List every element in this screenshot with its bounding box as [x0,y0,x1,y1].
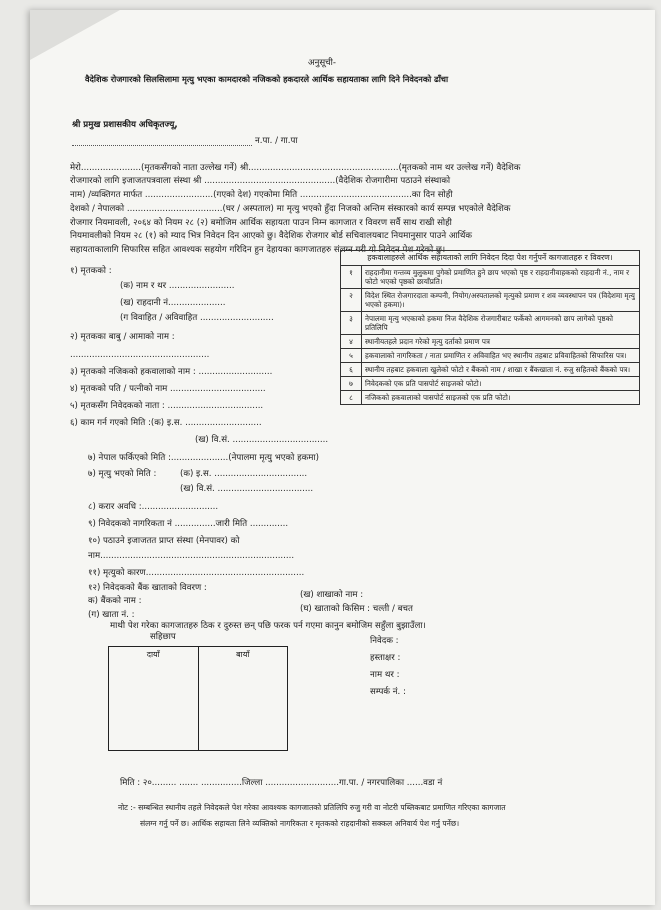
field-death-cause: ११) मृत्युको कारण.......................................................... [88,568,305,578]
document-page [30,10,655,905]
field-agency-name: नाम....................................................................... [88,551,295,561]
intro-line: नियमावलीको नियम २८ (१) को म्याद भित्र निवेदन दिन आएको छु। वैदेशिक रोजगार बोर्ड सचिवालयबाट नियमानुसार पाउने आर्थिक [70,231,472,241]
row-text: नेपालमा मृत्यु भएकाको हकमा निज वैदेशिक रोजगारीबाट फर्केको आगमनको छाप लागेको पृष्ठको प्रतिलिपि [362,312,640,335]
field-account-no: (ग) खाता नं. : [88,610,135,620]
field-passport-no: (ख) राहदानी नं..................... [120,298,226,308]
documents-table [340,250,640,405]
row-text: विदेश स्थित रोजगारदाता कम्पनी, नियोग/अस्पतालको मृत्युको प्रमाण र शव व्यवस्थापन पत्र (विदेशमा मृत्यु भएको हकमा)। [362,289,640,312]
note-line-2: संलग्न गर्नु पर्ने छ। आर्थिक सहायता लिने व्यक्तिको नागरिकता र मृतकको राहदानीको सक्कल अनिवार्य पेश गर्नु पर्नेछ। [140,819,460,828]
field-bank-name: क) बैंकको नाम : [88,596,142,606]
table-row [341,266,640,289]
thumbprint-box [108,646,288,751]
field-agency: १०) पठाउने इजाजतत प्राप्त संस्था (मेनपावर) को [88,536,240,546]
applicant-contact: सम्पर्क नं. : [370,687,406,697]
table-row [341,349,640,363]
table-row [341,377,640,391]
row-number: ५ [341,349,362,363]
thumbprint-right: दायाँ [109,647,199,751]
row-number: २ [341,289,362,312]
applicant-heading: निवेदक : [370,636,399,646]
table-row [341,391,640,405]
row-text: स्थानीय तहबाट हकवाला खुलेको फोटो र बैंकको नाम / शाखा र बैंकखाता नं. रुजु सहितको बैंकको पत्र। [362,363,640,377]
row-text: नजिकको हकवालाको पासपोर्ट साइजको एक प्रति फोटो। [362,391,640,405]
field-relation: ५) मृतकसँग निवेदकको नाता : ................................... [70,401,264,411]
row-number: ७ [341,377,362,391]
row-number: ४ [341,335,362,349]
field-return-date: ७) नेपाल फर्किएको मिति :.....................(नेपालमा मृत्यु भएको हकमा) [88,453,319,463]
intro-line: रोजगारको लागि इजाजतपत्रवाला संस्था श्री ................................................(वैदेशिक रोजगारीमा पठाउने संस्थाको [70,176,451,186]
field-heir-name: ३) मृतकको नजिकको हकवालाको नाम : ........................... [70,367,273,377]
row-number: ३ [341,312,362,335]
row-text: स्थानीयतहले प्रदान गरेको मृत्यु दर्ताको प्रमाण पत्र [362,335,640,349]
field-contract-period: ८) करार अवधि :............................ [88,502,219,512]
field-parents-name: २) मृतकका बाबु / आमाको नाम : [70,332,175,342]
row-text: हकवालाको नागरिकता / नाता प्रमाणित र अविवाहित भए स्थानीय तहबाट प्रविवाहितको सिफारिस पत्र। [362,349,640,363]
table-row [341,312,640,335]
thumbprint-heading: सहिछाप [150,632,176,642]
row-number: १ [341,266,362,289]
field-deceased: १) मृतकको : [70,266,112,276]
field-branch-name: (ख) शाखाको नाम : [300,590,364,600]
addressee: श्री प्रमुख प्रशासकीय अधिकृतज्यू, [72,120,178,130]
field-citizenship: ९) निवेदकको नागरिकता नं ...............जारी मिति .............. [88,519,289,529]
applicant-name: नाम थर : [370,670,400,680]
declaration: माथी पेश गरेका कागजातहरु ठिक र दुरुस्त छन् पछि फरक पर्न गएमा कानुन बमोजिम सहुँला बुझाउँला। [110,621,426,631]
field-deceased-name: (क) नाम र थर ........................ [120,281,235,291]
table-row [341,363,640,377]
office-blank [72,145,252,146]
field-death-bs: (ख) वि.सं. ................................... [180,484,314,494]
field-departure-date: ६) काम गर्न गएको मिति :(क) इ.स. ............................ [70,418,262,428]
field-parents-blank: ................................................... [70,350,210,360]
table-row [341,289,640,312]
field-marital-status: (ग विवाहित / अविवाहित ........................... [120,313,274,323]
field-death-ad: (क) इ.स. .................................. [180,469,308,479]
row-text: राहदानीमा गन्तव्य मुलुकमा पुगेको प्रमाणित हुने छाप भएको पृष्ठ र राहदानीवाहकको राहदानी नं., नाम र फोटो भएको पृष्ठको छायाँप्रति। [362,266,640,289]
table-row [341,335,640,349]
schedule-label: अनुसूची- [308,58,336,68]
intro-line: मेरो......................(मृतकसँगको नाता उल्लेख गर्ने) श्री.......................................................(मृतकको नाम थर उल्लेख गर्ने) वैदेशिक [70,163,521,173]
field-departure-bs: (ख) वि.सं. ................................... [195,435,329,445]
field-bank-details: १२) निवेदकको बैंक खाताको विवरण : [88,583,207,593]
field-spouse-name: ४) मृतकको पति / पत्नीको नाम ................................... [70,384,266,394]
intro-line: रोजगार नियमावली, २०६४ को नियम २८ (२) बमोजिम आर्थिक सहायता पाउन निम्न कागजात र विवरण सर्वै साथ राखी सोही [70,218,452,228]
date-location-line: मिति : २०......... ....... ...............जिल्ला ...........................गा.पा. / नगरपालिका ......वडा नं [120,778,443,788]
note-line-1: नोट :- सम्बन्धित स्थानीय तहले निवेदकले पेश गरेका आवश्यक कागजातको प्रतिलिपि रुजु गरी वा नोटरी पब्लिकबाट प्रमाणित गरिएका कागजात [118,803,506,812]
row-number: ६ [341,363,362,377]
office-type: न.पा. / गा.पा [255,136,298,146]
intro-line: सहायताकालागि सिफारिस सहित आवश्यक सहयोग गरिदिन हुन देहायका कागजातहरु संलग्न गरी यो निवेदन पेश गरेको छु। [70,245,446,255]
documents-table-heading: हकवालाहरुले आर्थिक सहायताको लागि निवेदन दिदा पेश गर्नुपर्ने कागजातहरु र विवरण। [341,251,640,266]
field-death-date: ७) मृत्यु भएको मिति : [88,469,157,479]
row-number: ८ [341,391,362,405]
field-account-type: (घ) खाताको किसिम : चल्ती / बचत [300,604,413,614]
intro-line: नाम) /व्यक्तिगत मार्फत .........................(गएको देश) गएकोमा मिति .........................................का दिन सोही [70,190,453,200]
thumbprint-left: बायाँ [198,647,288,751]
page-curl [30,10,120,60]
applicant-signature: हस्ताक्षर : [370,653,401,663]
intro-line: देशको / नेपालको ...................................(घर / अस्पताल) मा मृत्यु भएको हुँदा निजको अन्तिम संस्कारको कार्य सम्पन्न भएकोले वैदेशिक [70,204,511,214]
row-text: निवेदकको एक प्रति पासपोर्ट साइजको फोटो। [362,377,640,391]
form-title: वैदेशिक रोजगारको सिलसिलामा मृत्यु भएका कामदारको नजिकको हकदारले आर्थिक सहायताका लागि दिने निवेदनको ढाँचा [85,74,449,84]
